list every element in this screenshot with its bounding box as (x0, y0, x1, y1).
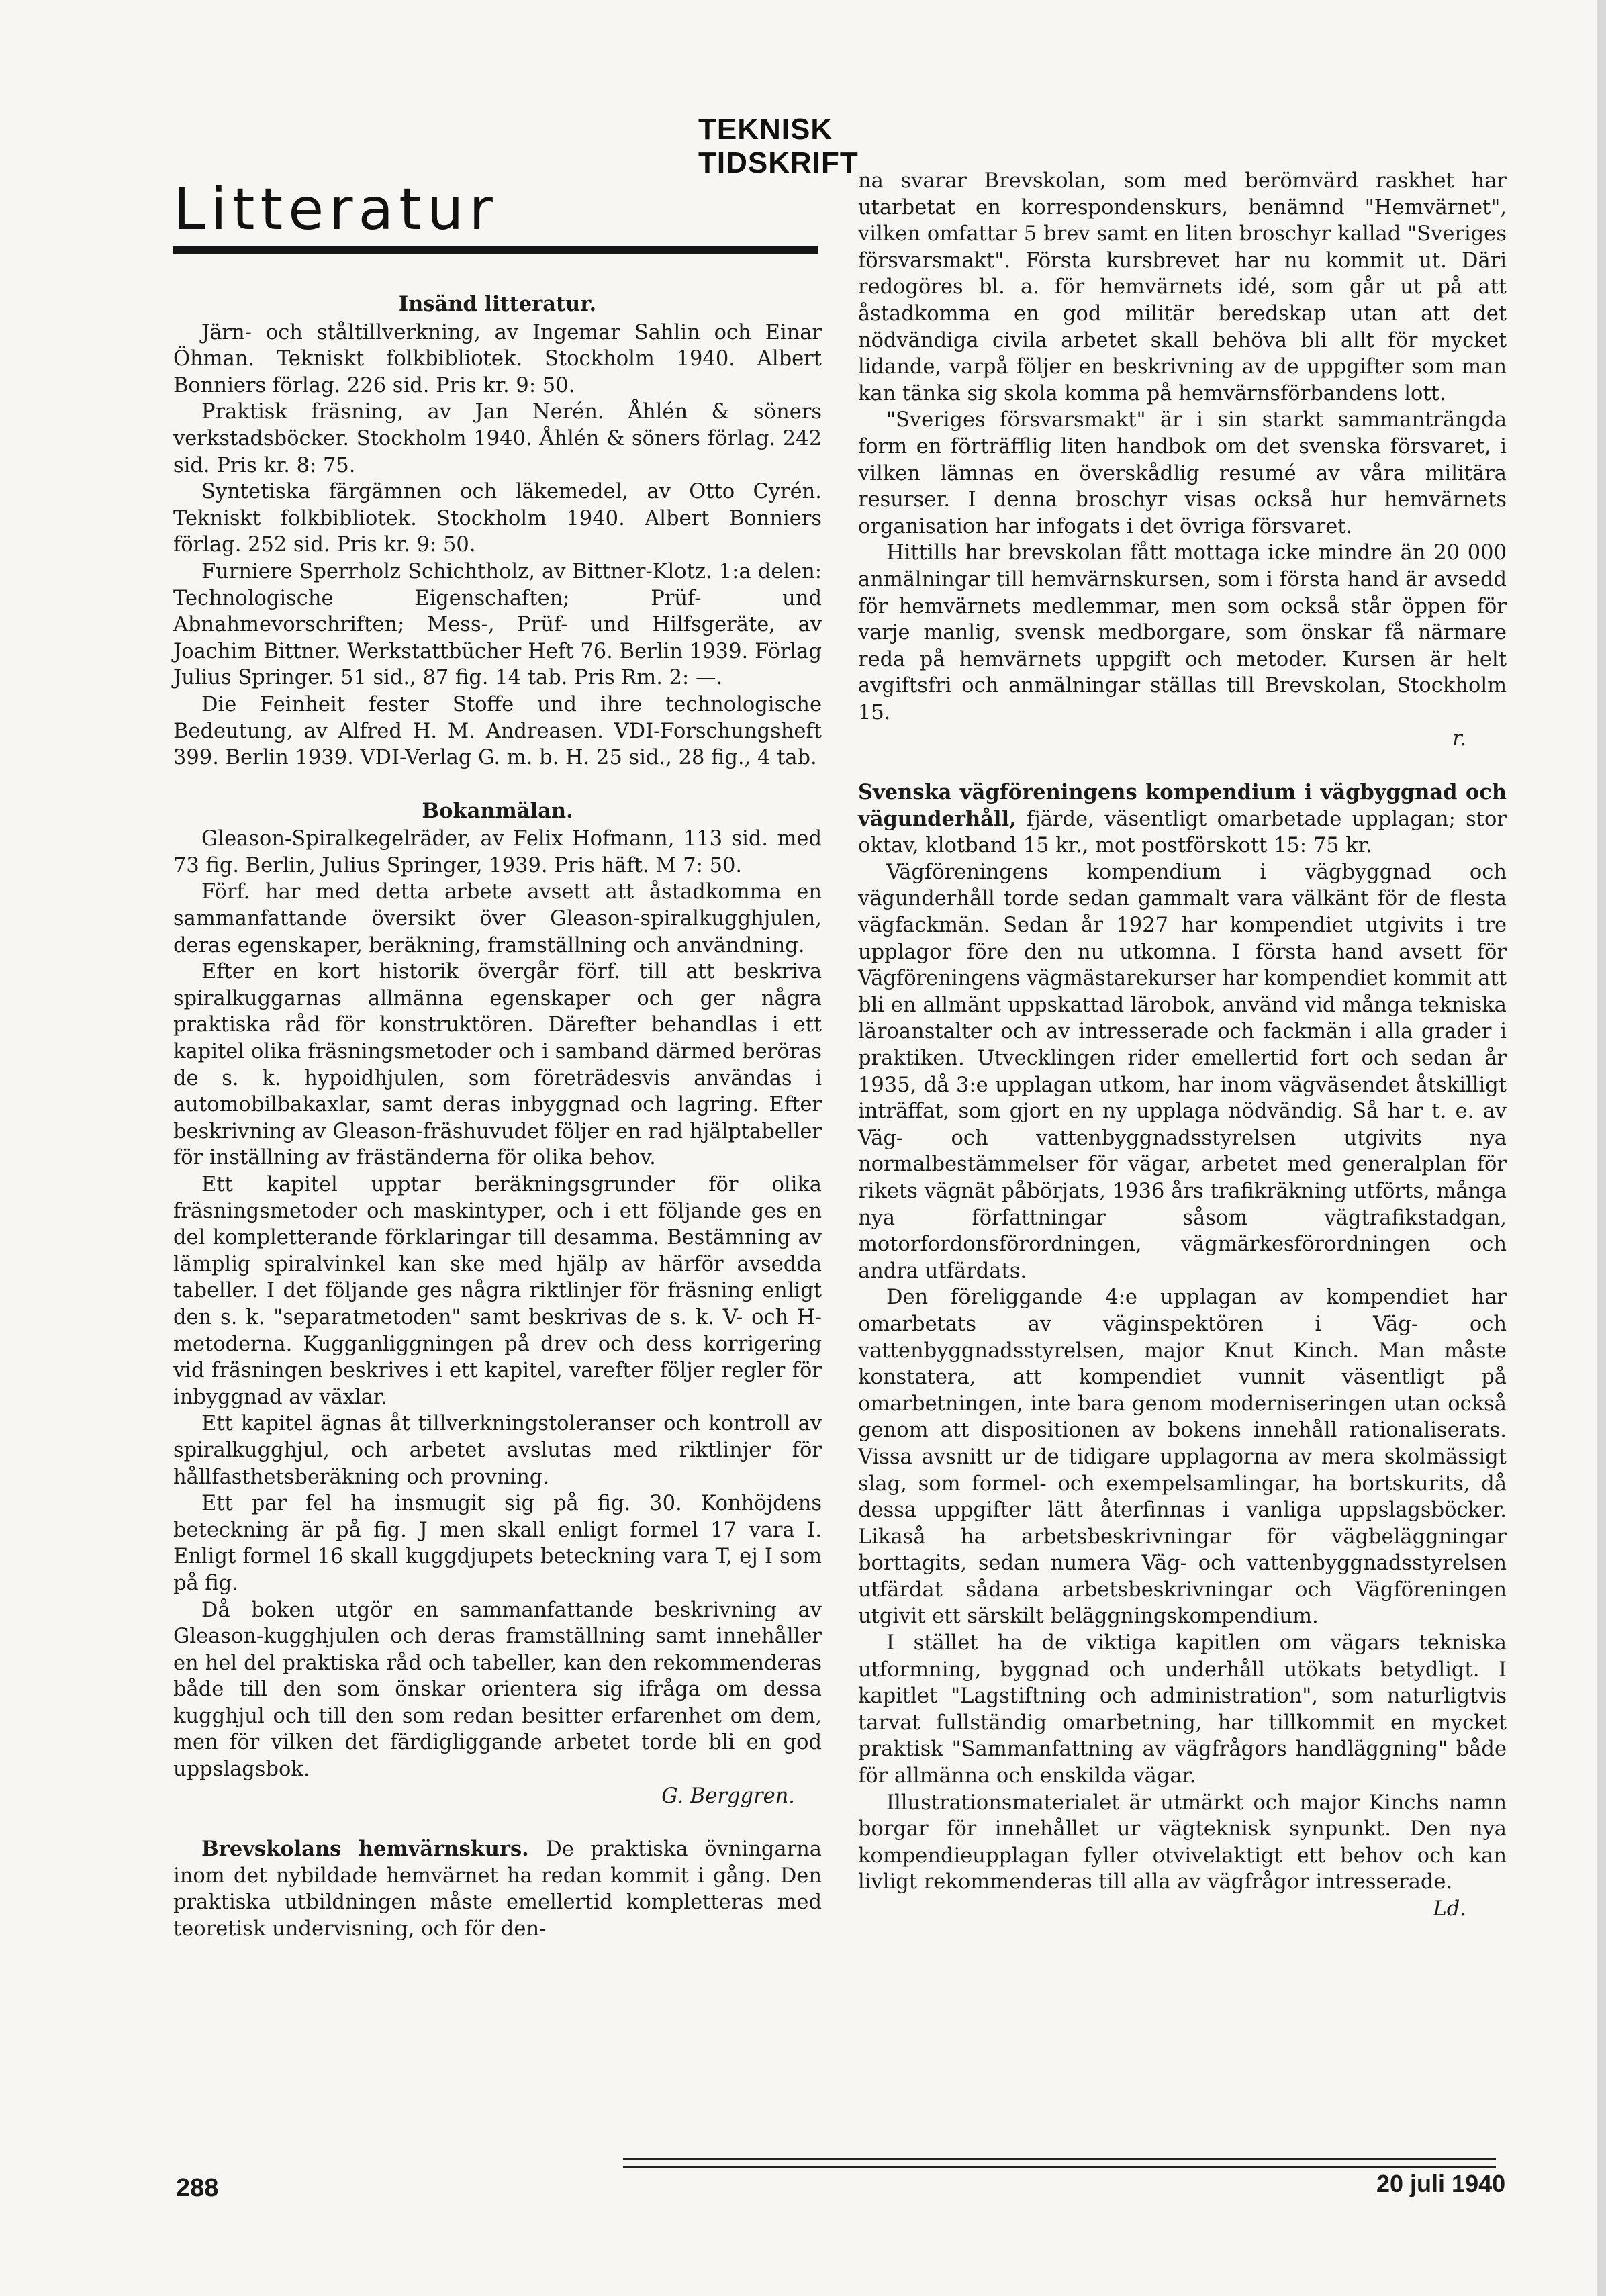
received-entry-5: Die Feinheit fester Stoffe und ihre technologische Bedeutung, av Alfred H. M. Andreasen. VDI-Forschungsheft 399. Berlin 1939. VDI-Verlag G. m. b. H. 25 sid., 28 fig., 4 tab. (173, 692, 822, 770)
received-entry-4: Furniere Sperrholz Schichtholz, av Bittner-Klotz. 1:a delen: Technologische Eigenschaften; Prüf- und Abnahmevorschriften; Mess-, Prüf- und Hilfsgeräte, av Joachim Bittner. Werkstattbücher Heft 76. Berlin 1939. Förlag Julius Springer. 51 sid., 87 fig. 14 tab. Pris Rm. 2: —. (173, 559, 822, 690)
kompendium-details: fjärde, väsentligt omarbetade upplagan; stor oktav, klotband 15 kr., mot postförskott 15: 75 kr. (858, 807, 1507, 858)
book-review-heading: Bokanmälan. (422, 798, 573, 823)
kompendium-title: Svenska vägföreningens kompendium i vägbyggnad och vägunderhåll, (858, 780, 1507, 831)
review-signature: G. Berggren. (661, 1784, 795, 1808)
kompendium-signature: Ld. (1433, 1897, 1466, 1921)
kompendium-paragraph-1: Vägföreningens kompendium i vägbyggnad och vägunderhåll torde sedan gammalt vara välkänt för de flesta vägfackmän. Sedan år 1927 har kompendiet utgivits i tre upplagor före den nu utkomna. I första hand avsett för Vägföreningens vägmästarekurser har kompendiet kommit att bli en allmänt uppskattad lärobok, använd vid många tekniska läroanstalter och av intresserade och fackmän i alla grader i praktiken. Utvecklingen rider emellertid fort och sedan år 1935, då 3:e upplagan utkom, har inom vägväsendet åtskilligt inträffat, som gjort en ny upplaga nödvändig. Så har t. e. av Väg- och vattenbyggnadsstyrelsen utgivits nya normalbestämmelser för vägar, arbetet med generalplan för rikets vägnät påbörjats, 1936 års trafikräkning utförts, många nya författningar såsom vägtrafikstadgan, motorfordonsförordningen, vägmärkesförordningen och andra utfärdats. (858, 860, 1507, 1283)
footer-rule (623, 2158, 1496, 2168)
scan-edge (1597, 0, 1606, 2296)
spacer (858, 753, 1507, 779)
left-column (173, 291, 822, 1943)
section-rule (173, 246, 818, 254)
review-paragraph-1: Förf. har med detta arbete avsett att åstadkomma en sammanfattande översikt över Gleason-spiralkugghjulen, deras egenskaper, beräkning, framställning och användning. (173, 880, 822, 957)
brevskolan-paragraph-2: "Sveriges försvarsmakt" är i sin starkt sammanträngda form en förträfflig liten handbok om det svenska försvaret, i vilken lämnas en överskådlig resumé av våra militära resurser. I denna broschyr visas också hur hemvärnets organisation har infogats i det övriga försvaret. (858, 408, 1507, 538)
review-paragraph-5: Ett par fel ha insmugit sig på fig. 30. Konhöjdens beteckning är på fig. J men skall enligt formel 17 vara I. Enligt formel 16 skall kuggdjupets beteckning vara T, ej I som på fig. (173, 1492, 822, 1595)
review-book-entry: Gleason-Spiralkegelräder, av Felix Hofmann, 113 sid. med 73 fig. Berlin, Julius Springer, 1939. Pris häft. M 7: 50. (173, 827, 822, 877)
received-entry-1: Järn- och ståltillverkning, av Ingemar Sahlin och Einar Öhman. Tekniskt folkbibliotek. Stockholm 1940. Albert Bonniers förlag. 226 sid. Pris kr. 9: 50. (173, 320, 822, 397)
kompendium-paragraph-3: I stället ha de viktiga kapitlen om vägars tekniska utformning, byggnad och underhåll utökats betydligt. I kapitlet "Lagstiftning och administration", som naturligtvis tarvat fullständig omarbetning, har tillkommit en mycket praktisk "Sammanfattning av vägfrågors handläggning" både för allmänna och enskilda vägar. (858, 1631, 1507, 1788)
received-literature-heading: Insänd litteratur. (398, 292, 597, 316)
brevskolan-lead-text: De praktiska övningarna inom det nybildade hemvärnet ha redan kommit i gång. Den praktiska utbildningen måste emellertid kompletteras med teoretisk undervisning, och för den- (173, 1837, 822, 1942)
received-entry-2: Praktisk fräsning, av Jan Nerén. Åhlén & söners verkstadsböcker. Stockholm 1940. Åhlén & söners förlag. 242 sid. Pris kr. 8: 75. (173, 400, 822, 477)
brevskolan-signature: r. (1452, 727, 1466, 751)
brevskolan-paragraph-3: Hittills har brevskolan fått mottaga icke mindre än 20 000 anmälningar till hemvärnskursen, som i första hand är avsedd för hemvärnets medlemmar, men som också står öppen för varje manlig, svensk medborgare, som önskar få närmare reda på hemvärnets uppgift och metoder. Kursen är helt avgiftsfri och anmälningar ställas till Brevskolan, Stockholm 15. (858, 541, 1507, 724)
kompendium-paragraph-4: Illustrationsmaterialet är utmärkt och major Kinchs namn borgar för innehållet ur vägteknisk synpunkt. Den nya kompendieupplagan fyller otvivelaktigt ett behov och kan livligt rekommenderas till alla av vägfrågor intresserade. (858, 1790, 1507, 1895)
page-number: 288 (176, 2174, 219, 2202)
brevskolan-article-start (173, 1836, 822, 1942)
brevskolan-title: Brevskolans hemvärnskurs. (201, 1837, 529, 1862)
masthead: TEKNISK TIDSKRIFT (698, 113, 859, 179)
review-paragraph-3: Ett kapitel upptar beräkningsgrunder för olika fräsningsmetoder och maskintyper, och i ett följande ges en del kompletterande förklaringar till desamma. Bestämning av lämplig spiralvinkel kan ske med hjälp av härför avsedda tabeller. I det följande ges några riktlinjer för fräsning enligt den s. k. "separatmetoden" samt beskrivas de s. k. V- och H-metoderna. Kugganliggningen på drev och dess korrigering vid fräsningen beskrives i ett kapitel, varefter följer regler för inbyggnad av växlar. (173, 1173, 822, 1409)
review-paragraph-4: Ett kapitel ägnas åt tillverkningstoleranser och kontroll av spiralkugghjul, och arbetet avslutas med riktlinjer för hållfasthetsberäkning och provning. (173, 1412, 822, 1489)
review-paragraph-6: Då boken utgör en sammanfattande beskrivning av Gleason-kugghjulen och deras framställning samt innehåller en hel del praktiska råd och tabeller, kan den rekommenderas både till den som önskar orientera sig ifråga om dessa kugghjul och till den som redan besitter erfarenhet om dem, men för vilken det färdigliggande arbetet torde bli en god uppslagsbok. (173, 1598, 822, 1782)
spacer (173, 1809, 822, 1836)
kompendium-paragraph-2: Den föreliggande 4:e upplagan av kompendiet har omarbetats av väginspektören i Väg- och vattenbyggnadsstyrelsen, major Knut Kinch. Man måste konstatera, att kompendiet vunnit väsentligt på omarbetningen, inte bara genom moderniseringen utan också genom att dispositionen av bokens innehåll rationaliserats. Vissa avsnitt ur de tidigare upplagorna av mera skolmässigt slag, som formel- och exempelsamlingar, ha bortskurits, då dessa uppgifter lätt återfinnas i vanliga uppslagsböcker. Likaså ha arbetsbeskrivningar för vägbeläggningar borttagits, sedan numera Väg- och vattenbyggnadsstyrelsen utfärdat sådana arbetsbeskrivningar och Vägföreningen utgivit ett särskilt beläggningskompendium. (858, 1286, 1507, 1629)
brevskolan-continued: na svarar Brevskolan, som med berömvärd raskhet har utarbetat en korrespondenskurs, benämnd "Hemvärnet", vilken omfattar 5 brev samt en liten broschyr kallad "Sveriges försvarsmakt". Första kursbrevet har nu kommit ut. Däri redogöres bl. a. för hemvärnets idé, som går ut på att åstadkomma en god militär beredskap utan att det nödvändiga civila arbetet skall behöva bli allt för mycket lidande, varpå följer en beskrivning av de uppgifter som man kan tänka sig skola komma på hemvärnsförbandens lott. (858, 169, 1507, 405)
issue-date: 20 juli 1940 (1376, 2170, 1506, 2197)
spacer (173, 771, 822, 798)
section-title: Litteratur (173, 176, 498, 243)
received-entry-3: Syntetiska färgämnen och läkemedel, av Otto Cyrén. Tekniskt folkbibliotek. Stockholm 1940. Albert Bonniers förlag. 252 sid. Pris kr. 9: 50. (173, 480, 822, 557)
right-column (858, 168, 1507, 1923)
kompendium-header (858, 779, 1507, 859)
review-paragraph-2: Efter en kort historik övergår förf. till att beskriva spiralkuggarnas allmänna egenskaper och ger några praktiska råd för konstruktören. Därefter behandlas i ett kapitel olika fräsningsmetoder och i samband därmed beröras de s. k. hypoidhjulen, som företrädesvis användas i automobilbakaxlar, samt deras inbyggnad och lagring. Efter beskrivning av Gleason-fräshuvudet följer en rad hjälptabeller för inställning av fräständerna för olika behov. (173, 960, 822, 1170)
